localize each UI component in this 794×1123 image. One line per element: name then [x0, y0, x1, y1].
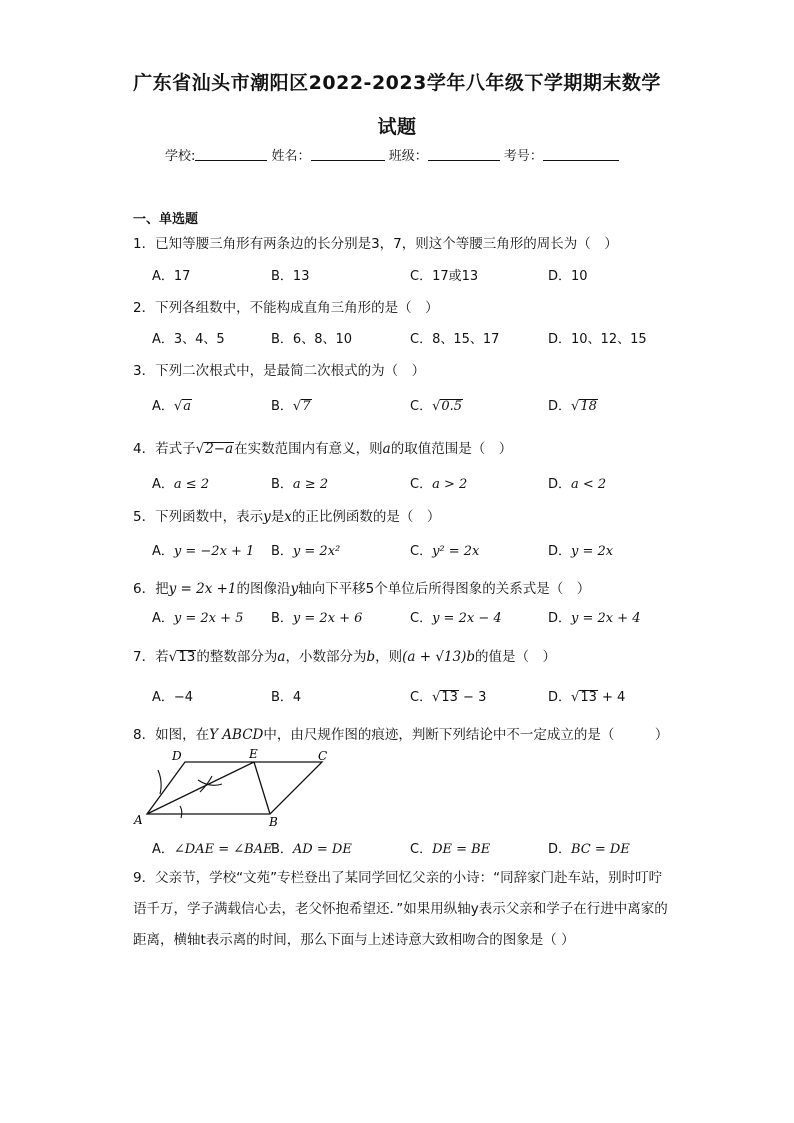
name-label: 姓名： — [271, 149, 311, 164]
q2-option-d: D．10、12、15 — [548, 332, 647, 347]
q5-option-b: B．y = 2x² — [271, 544, 341, 559]
q3-option-b: B．√7 — [271, 399, 311, 414]
page-title-line2: 试题 — [377, 116, 417, 138]
q2-option-a: A．3、4、5 — [152, 332, 225, 347]
question-4-stem: 4．若式子√2−a在实数范围内有意义，则a的取值范围是（ ） — [133, 441, 513, 457]
school-label: 学校: — [165, 149, 196, 164]
number-label: 考号： — [503, 149, 543, 164]
q6-option-c: C．y = 2x − 4 — [410, 611, 502, 626]
construction-arc-ad — [158, 770, 161, 794]
q2-option-b: B．6、8、10 — [271, 332, 353, 347]
parallelogram-figure — [130, 748, 340, 830]
q4-option-c: C．a > 2 — [410, 477, 468, 492]
question-5-stem: 5．下列函数中，表示y是x的正比例函数的是（ ） — [133, 509, 441, 525]
student-info — [165, 145, 619, 164]
question-1-stem: 1．已知等腰三角形有两条边的长分别是3，7，则这个等腰三角形的周长为（ ） — [133, 236, 618, 252]
name-blank — [311, 147, 385, 161]
question-9-stem: 9．父亲节，学校“文苑”专栏登出了某同学回忆父亲的小诗：“同辞家门赴车站，别时叮咛语千万，学子满载信心去，老父怀抱希望还．”如果用纵轴y表示父亲和学子在行进中离家的距离，横轴t表示离的时间，那么下面与上述诗意大致相吻合的图象是（ ） — [133, 870, 668, 948]
question-6-stem: 6．把y = 2x +1的图像沿y轴向下平移5个单位后所得图象的关系式是（ ） — [133, 581, 591, 597]
class-blank — [428, 147, 500, 161]
class-label: 班级： — [388, 149, 428, 164]
vertex-label-d: D — [172, 749, 182, 763]
question-8-stem: 8．如图，在Y ABCD中，由尺规作图的痕迹，判断下列结论中不一定成立的是（ ） — [133, 727, 669, 743]
q1-option-c: C．17或13 — [410, 269, 479, 284]
school-blank — [195, 147, 267, 161]
q4-option-a: A．a ≤ 2 — [152, 477, 210, 492]
section-heading: 一、单选题 — [133, 212, 199, 227]
q6-option-b: B．y = 2x + 6 — [271, 611, 363, 626]
page-title: 广东省汕头市潮阳区2022-2023学年八年级下学期期末数学 — [133, 72, 661, 94]
q5-option-c: C．y² = 2x — [410, 544, 480, 559]
q2-option-c: C．8、15、17 — [410, 332, 500, 347]
question-7-stem: 7．若√13的整数部分为a，小数部分为b，则(a + √13)b的值是（ ） — [133, 649, 557, 665]
question-2-stem: 2．下列各组数中，不能构成直角三角形的是（ ） — [133, 300, 439, 316]
q8-option-d: D．BC = DE — [548, 842, 630, 857]
q4-option-b: B．a ≥ 2 — [271, 477, 329, 492]
q7-option-b: B．4 — [271, 690, 302, 705]
segment-eb — [254, 762, 270, 814]
vertex-label-b: B — [269, 815, 278, 829]
q5-option-a: A．y = −2x + 1 — [152, 544, 255, 559]
number-blank — [543, 147, 619, 161]
vertex-label-e: E — [249, 748, 258, 761]
q1-option-d: D．10 — [548, 269, 588, 284]
q4-option-d: D．a < 2 — [548, 477, 607, 492]
q5-option-d: D．y = 2x — [548, 544, 614, 559]
q3-option-a: A．√a — [152, 399, 191, 414]
parallelogram-outline — [147, 762, 322, 814]
q8-option-a: A．∠DAE = ∠BAE — [152, 842, 273, 857]
q6-option-d: D．y = 2x + 4 — [548, 611, 641, 626]
q3-option-d: D．√18 — [548, 399, 597, 414]
vertex-label-a: A — [134, 813, 143, 827]
q1-option-a: A．17 — [152, 269, 191, 284]
angle-bisector-ae — [147, 762, 254, 814]
q7-option-c: C．√13 − 3 — [410, 690, 487, 705]
construction-arc-ab — [180, 806, 182, 818]
q8-option-b: B．AD = DE — [271, 842, 352, 857]
q3-option-c: C．√0.5 — [410, 399, 463, 414]
vertex-label-c: C — [318, 749, 328, 763]
q1-option-b: B．13 — [271, 269, 310, 284]
q6-option-a: A．y = 2x + 5 — [152, 611, 244, 626]
q8-option-c: C．DE = BE — [410, 842, 491, 857]
q7-option-a: A．−4 — [152, 690, 194, 705]
question-3-stem: 3．下列二次根式中，是最简二次根式的为（ ） — [133, 363, 426, 379]
q7-option-d: D．√13 + 4 — [548, 690, 626, 705]
